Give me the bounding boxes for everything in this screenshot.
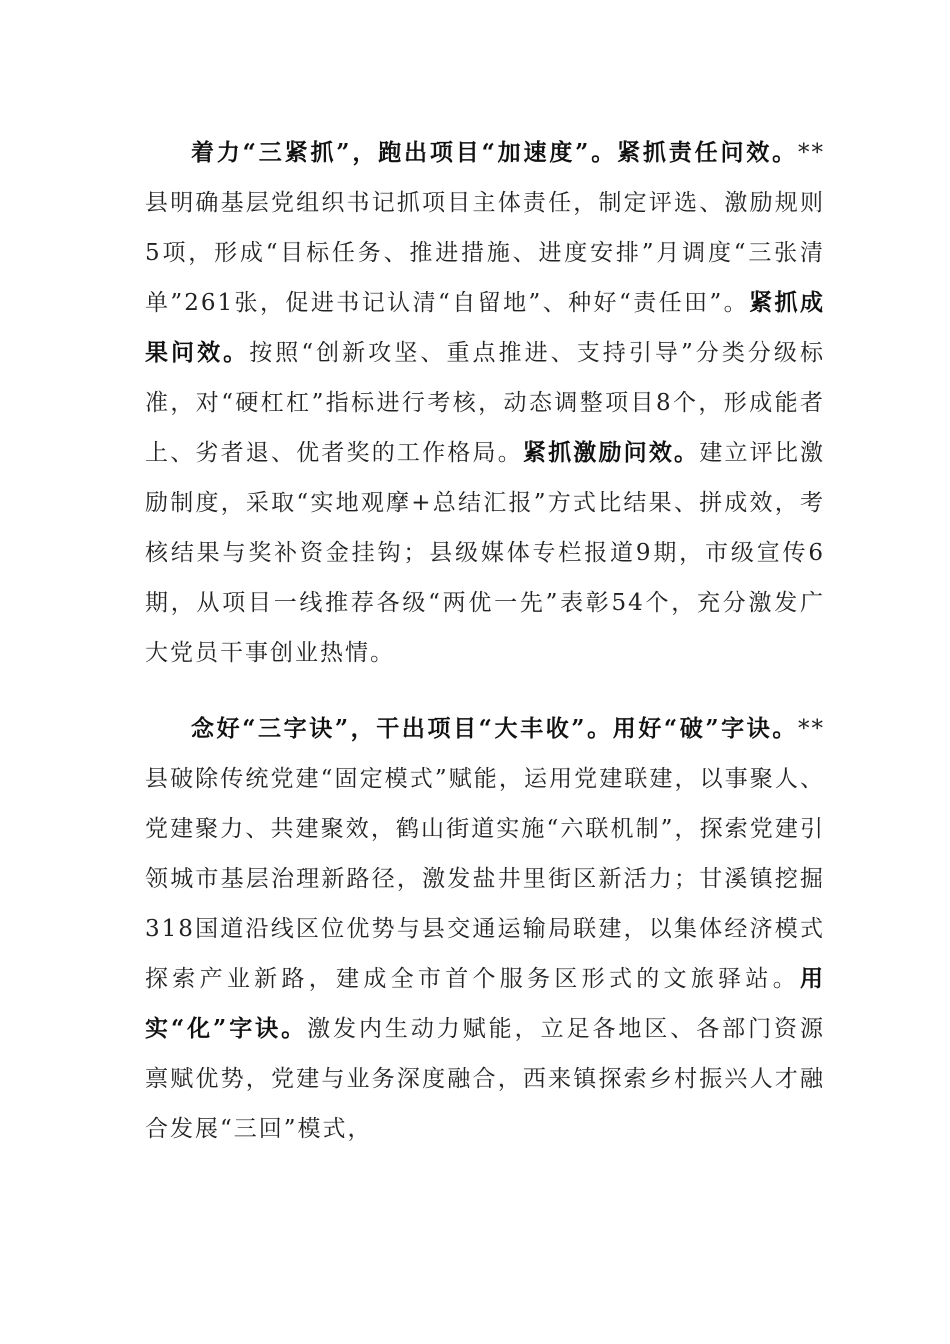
- subheading-transform: 用实“化”字诀。: [145, 965, 825, 1042]
- body-text: 激发内生动力赋能，立足各地区、各部门资源禀赋优势，党建与业务深度融合，西来镇探索乡村振兴人才融合发展“三回”模式，: [145, 1016, 826, 1142]
- subheading-incentives: 紧抓激励问效。: [522, 439, 700, 466]
- body-text: **县明确基层党组织书记抓项目主体责任，制定评选、激励规则5项，形成“目标任务、推进措施、进度安排”月调度“三张清单”261张，促进书记认清“自留地”、种好“责任田”。: [145, 140, 825, 316]
- body-text: 按照“创新攻坚、重点推进、支持引导”分类分级标准，对“硬杠杠”指标进行考核，动态调整项目8个，形成能者上、劣者退、优者奖的工作格局。: [145, 340, 825, 466]
- paragraph-three-words: [145, 704, 825, 1154]
- subheading-results: 紧抓成果问效。: [145, 289, 825, 366]
- paragraph-three-grasps: [145, 128, 825, 678]
- body-text: **县破除传统党建“固定模式”赋能，运用党建联建，以事聚人、党建聚力、共建聚效，鹤山街道实施“六联机制”，探索党建引领城市基层治理新路径，激发盐井里街区新活力；甘溪镇挖掘318国道沿线区位优势与县交通运输局联建，以集体经济模式探索产业新路，建成全市首个服务区形式的文旅驿站。: [145, 716, 825, 992]
- body-text: 建立评比激励制度，采取“实地观摩+总结汇报”方式比结果、拼成效，考核结果与奖补资金挂钩；县级媒体专栏报道9期，市级宣传6期，从项目一线推荐各级“两优一先”表彰54个，充分激发广大党员干事创业热情。: [145, 440, 826, 666]
- heading-three-grasps: 着力“三紧抓”，跑出项目“加速度”。紧抓责任问效。: [191, 139, 798, 166]
- heading-three-words: 念好“三字诀”，干出项目“大丰收”。用好“破”字诀。: [191, 715, 798, 742]
- document-body: [145, 128, 825, 1154]
